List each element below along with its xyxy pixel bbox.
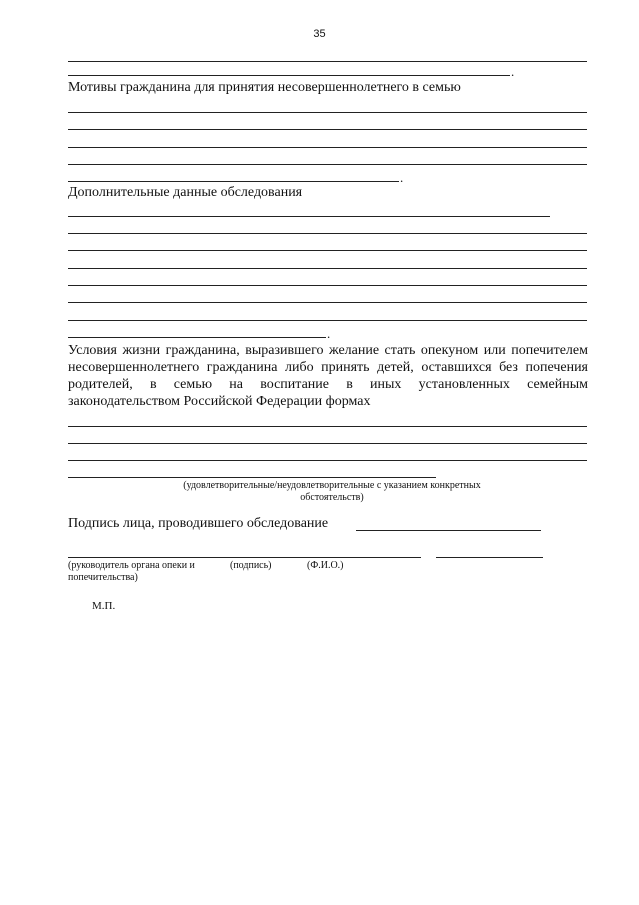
fio-line[interactable] <box>436 557 543 558</box>
fill-line <box>68 233 587 234</box>
fill-line <box>68 250 587 251</box>
head-caption: (руководитель органа опеки и попечительства) <box>68 560 195 583</box>
seal-mark: М.П. <box>92 600 116 612</box>
period: . <box>511 64 515 79</box>
page-number: 35 <box>313 28 326 40</box>
fill-line <box>68 181 399 182</box>
head-signature-line[interactable] <box>68 557 421 558</box>
fill-line <box>68 320 587 321</box>
fill-line <box>68 75 510 76</box>
motives-heading: Мотивы гражданина для принятия несовершеннолетнего в семью <box>68 80 461 95</box>
fill-line <box>68 268 587 269</box>
fill-line <box>68 147 587 148</box>
fill-line <box>68 285 587 286</box>
conditions-paragraph: Условия жизни гражданина, выразившего желание стать опекуном или попечителем несовершеннолетнего гражданина либо принять детей, оставшихся без попечения родителей, в семью на воспитание в иных установленных семейным законодательством Российской Федерации формах <box>68 343 588 409</box>
fio-caption: (Ф.И.О.) <box>307 560 344 571</box>
fill-line <box>68 216 550 217</box>
signature-line[interactable] <box>356 530 541 531</box>
fill-line <box>68 302 587 303</box>
fill-line <box>68 337 326 338</box>
fill-line <box>68 164 587 165</box>
fill-line <box>68 112 587 113</box>
fill-line <box>68 477 436 478</box>
fill-line <box>68 426 587 427</box>
signature-label: Подпись лица, проводившего обследование <box>68 516 329 531</box>
sign-caption: (подпись) <box>230 560 272 571</box>
additional-heading: Дополнительные данные обследования <box>68 185 303 200</box>
fill-line <box>68 460 587 461</box>
fill-line <box>68 61 587 62</box>
period: . <box>400 170 404 185</box>
conditions-caption: (удовлетворительные/неудовлетворительные с указанием конкретных обстоятельств) <box>183 480 481 503</box>
period: . <box>327 326 331 341</box>
fill-line <box>68 129 587 130</box>
fill-line <box>68 443 587 444</box>
